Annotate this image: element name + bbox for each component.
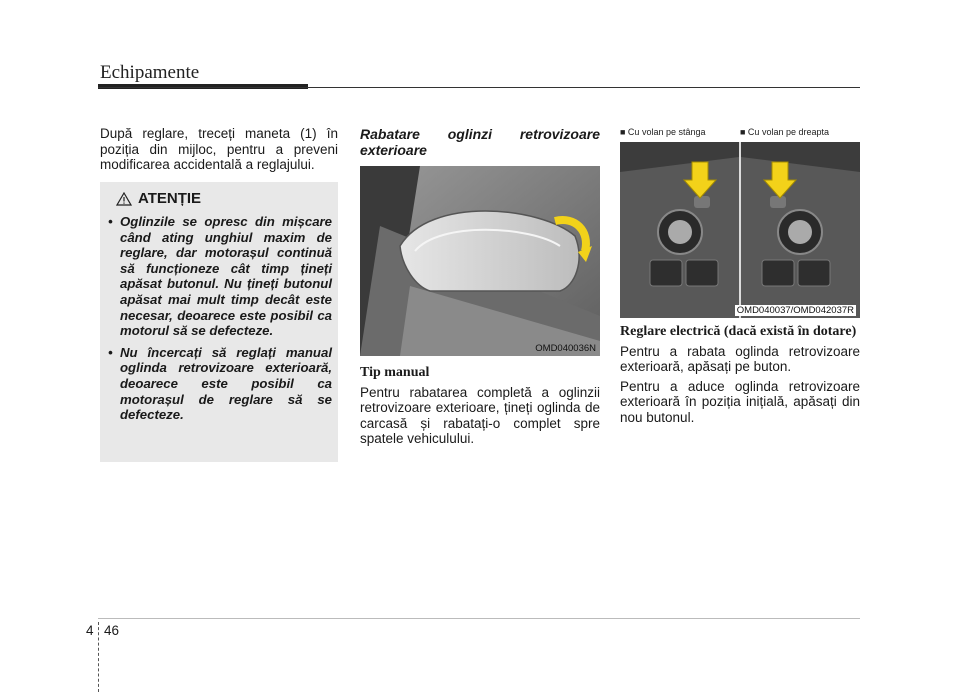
mirror-photo — [360, 166, 600, 356]
bullet: • — [108, 214, 113, 229]
footer-rule — [98, 618, 860, 619]
warning-title: ATENȚIE — [138, 190, 202, 207]
section-heading — [360, 126, 600, 158]
intro-paragraph: După reglare, treceți maneta (1) în poziția din mijloc, pentru a preveni modificarea accidentală a reglajului. — [100, 126, 338, 172]
photo-legend — [620, 127, 860, 141]
mirror-illustration — [360, 166, 600, 356]
photo-code: OMD040037/OMD042037R — [736, 305, 854, 316]
manual-section — [360, 365, 600, 447]
warning-triangle-icon — [116, 192, 132, 206]
running-header: Echipamente — [100, 62, 200, 83]
warning-header — [116, 190, 201, 207]
switch-illustration — [620, 142, 860, 318]
warning-box — [100, 182, 338, 462]
warning-item-text: Oglinzile se opresc din mișcare când ating unghiul maxim de reglare, dar motorașul continuă să funcționeze cât timp țineți apăsat butonul. Nu țineți butonul apăsat mai mult timp decât este necesar, deoarece este posibil ca motorul să se defecteze. — [120, 214, 332, 339]
switch-photo — [620, 142, 860, 318]
header-rule — [98, 87, 860, 88]
electric-type-heading: Reglare electrică (dacă există în dotare) — [620, 324, 857, 339]
electric-para-2: Pentru a aduce oglinda retrovizoare exterioară în poziția inițială, apăsați din nou butonul. — [620, 378, 860, 425]
legend-right-hand-drive: ■ Cu volan pe dreapta — [740, 127, 829, 137]
photo-code: OMD040036N — [535, 343, 596, 354]
manual-type-body: Pentru rabatarea completă a oglinzii retrovizoare exterioare, țineți oglinda de carcasă și rabatați-o complet spre spatele vehiculului. — [360, 384, 600, 446]
warning-item — [108, 214, 332, 339]
chapter-number: 4 — [86, 623, 94, 638]
warning-item — [108, 345, 332, 423]
footer-dash — [98, 622, 99, 692]
bullet: • — [108, 344, 113, 360]
electric-section — [620, 324, 860, 425]
page-number: 46 — [104, 623, 120, 638]
folding-mirrors-heading: Rabatare oglinzi retrovizoare exterioare — [360, 126, 600, 158]
warning-item-text: Nu încercați să reglați manual oglinda retrovizoare exterioară, deoarece este posibil ca motorașul de reglare să se defecteze. — [120, 344, 332, 423]
electric-para-1: Pentru a rabata oglinda retrovizoare exterioară, apăsați pe buton. — [620, 343, 860, 374]
manual-type-heading: Tip manual — [360, 365, 430, 380]
legend-left-hand-drive: ■ Cu volan pe stânga — [620, 127, 706, 137]
warning-list — [108, 214, 332, 429]
